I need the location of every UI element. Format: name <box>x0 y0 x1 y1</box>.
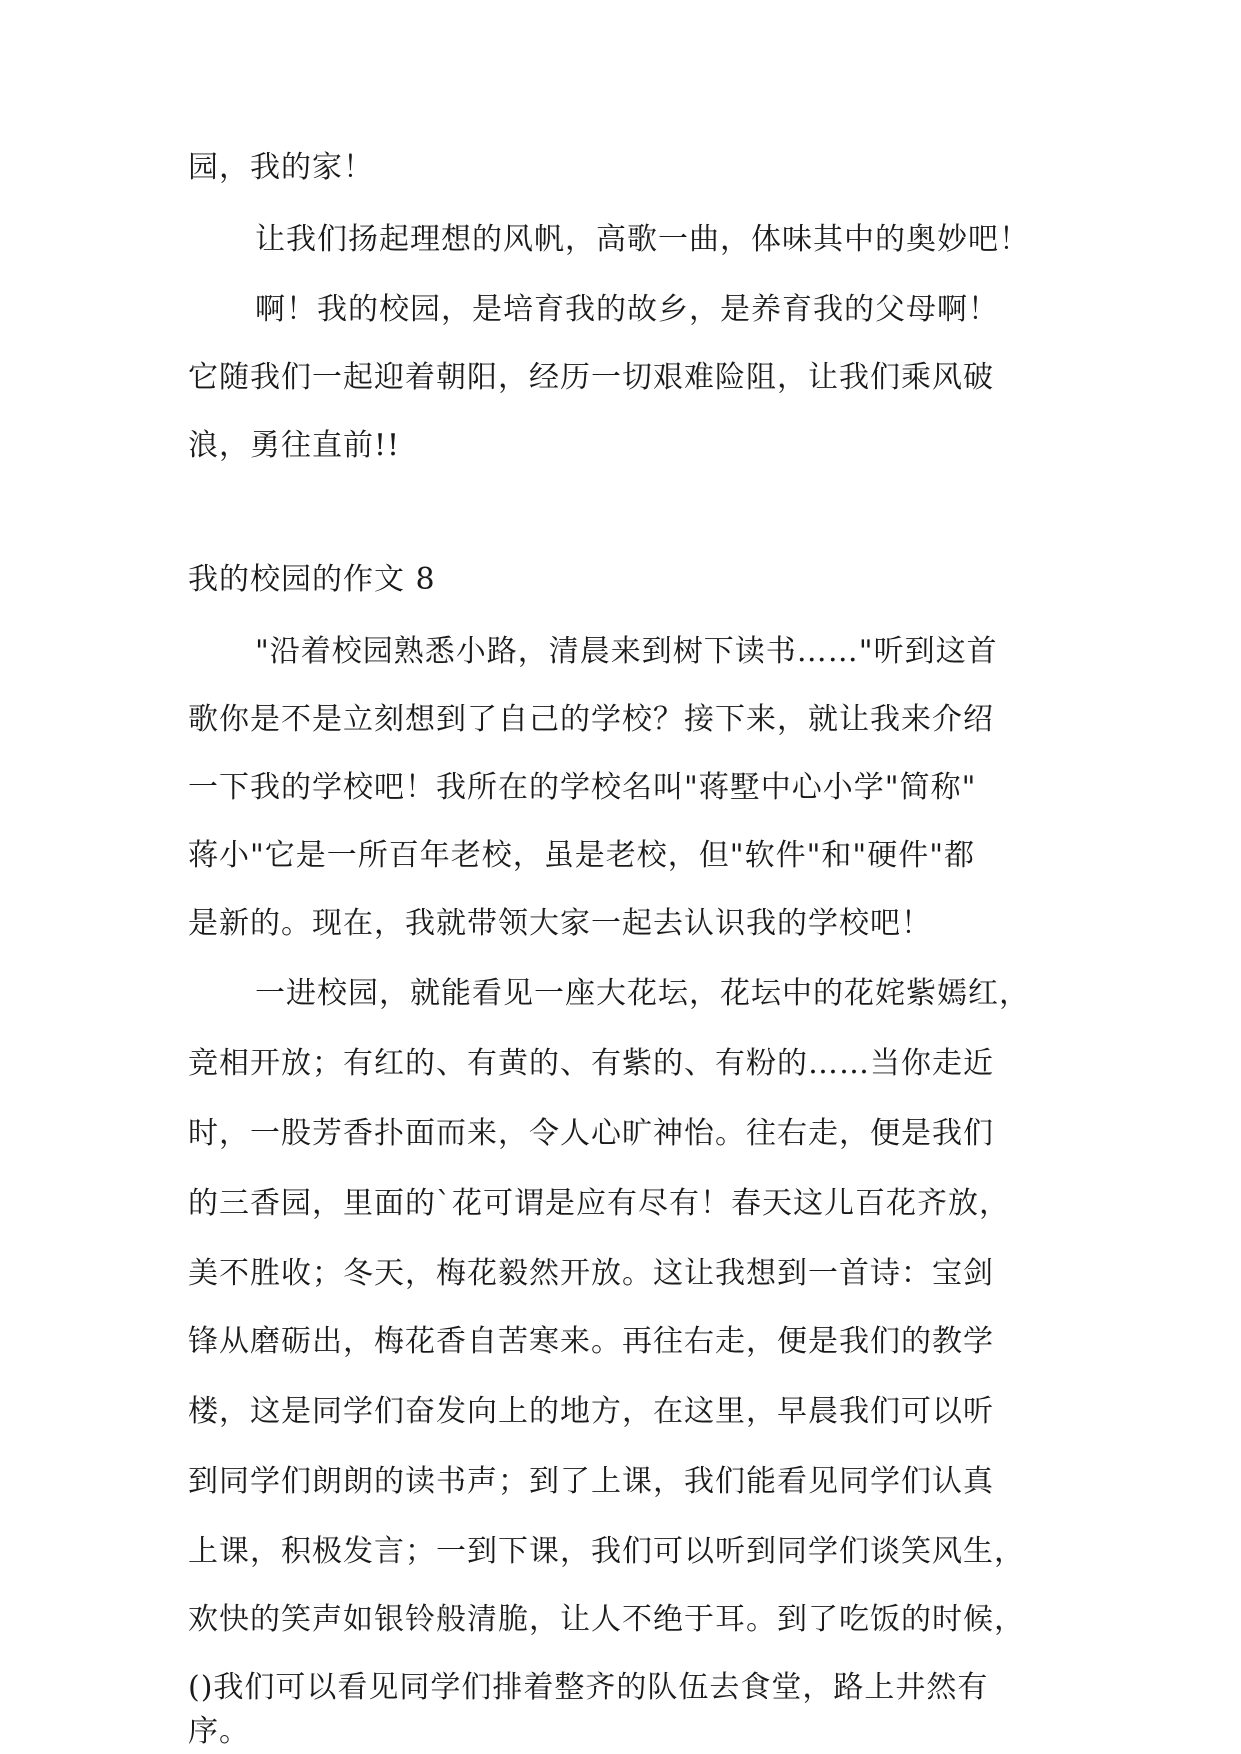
text-line: 的三香园，里面的`花可谓是应有尽有！春天这儿百花齐放， <box>188 1186 1010 1221</box>
text-line: 一进校园，就能看见一座大花坛，花坛中的花姹紫嫣红， <box>255 976 1030 1011</box>
text-line: 让我们扬起理想的风帆，高歌一曲，体味其中的奥妙吧！ <box>255 222 1030 257</box>
text-line: 啊！我的校园，是培育我的故乡，是养育我的父母啊！ <box>255 292 999 327</box>
text-line: 序。 <box>188 1714 250 1749</box>
text-line: 楼，这是同学们奋发向上的地方，在这里，早晨我们可以听 <box>188 1394 994 1429</box>
text-line: 竞相开放；有红的、有黄的、有紫的、有粉的……当你走近 <box>188 1046 994 1081</box>
text-line: 欢快的笑声如银铃般清脆，让人不绝于耳。到了吃饭的时候， <box>188 1602 1025 1637</box>
text-line: 它随我们一起迎着朝阳，经历一切艰难险阻，让我们乘风破 <box>188 360 994 395</box>
text-line: 时，一股芳香扑面而来，令人心旷神怡。往右走，便是我们 <box>188 1116 994 1151</box>
text-line: 浪，勇往直前!! <box>188 428 401 463</box>
text-line: "沿着校园熟悉小路，清晨来到树下读书……"听到这首 <box>255 634 998 669</box>
text-line: 美不胜收；冬天，梅花毅然开放。这让我想到一首诗：宝剑 <box>188 1256 994 1291</box>
text-line: 歌你是不是立刻想到了自己的学校？接下来，就让我来介绍 <box>188 702 994 737</box>
text-line: 蒋小"它是一所百年老校，虽是老校，但"软件"和"硬件"都 <box>188 838 975 873</box>
text-line: 是新的。现在，我就带领大家一起去认识我的学校吧！ <box>188 906 932 941</box>
text-line: 园，我的家！ <box>188 150 374 185</box>
text-line: 到同学们朗朗的读书声；到了上课，我们能看见同学们认真 <box>188 1464 994 1499</box>
text-line: 上课，积极发言；一到下课，我们可以听到同学们谈笑风生， <box>188 1534 1025 1569</box>
text-line: ()我们可以看见同学们排着整齐的队伍去食堂，路上井然有 <box>188 1670 989 1705</box>
text-line: 一下我的学校吧！我所在的学校名叫"蒋墅中心小学"简称" <box>188 770 977 805</box>
section-heading: 我的校园的作文 8 <box>188 562 436 597</box>
text-line: 锋从磨砺出，梅花香自苦寒来。再往右走，便是我们的教学 <box>188 1324 994 1359</box>
